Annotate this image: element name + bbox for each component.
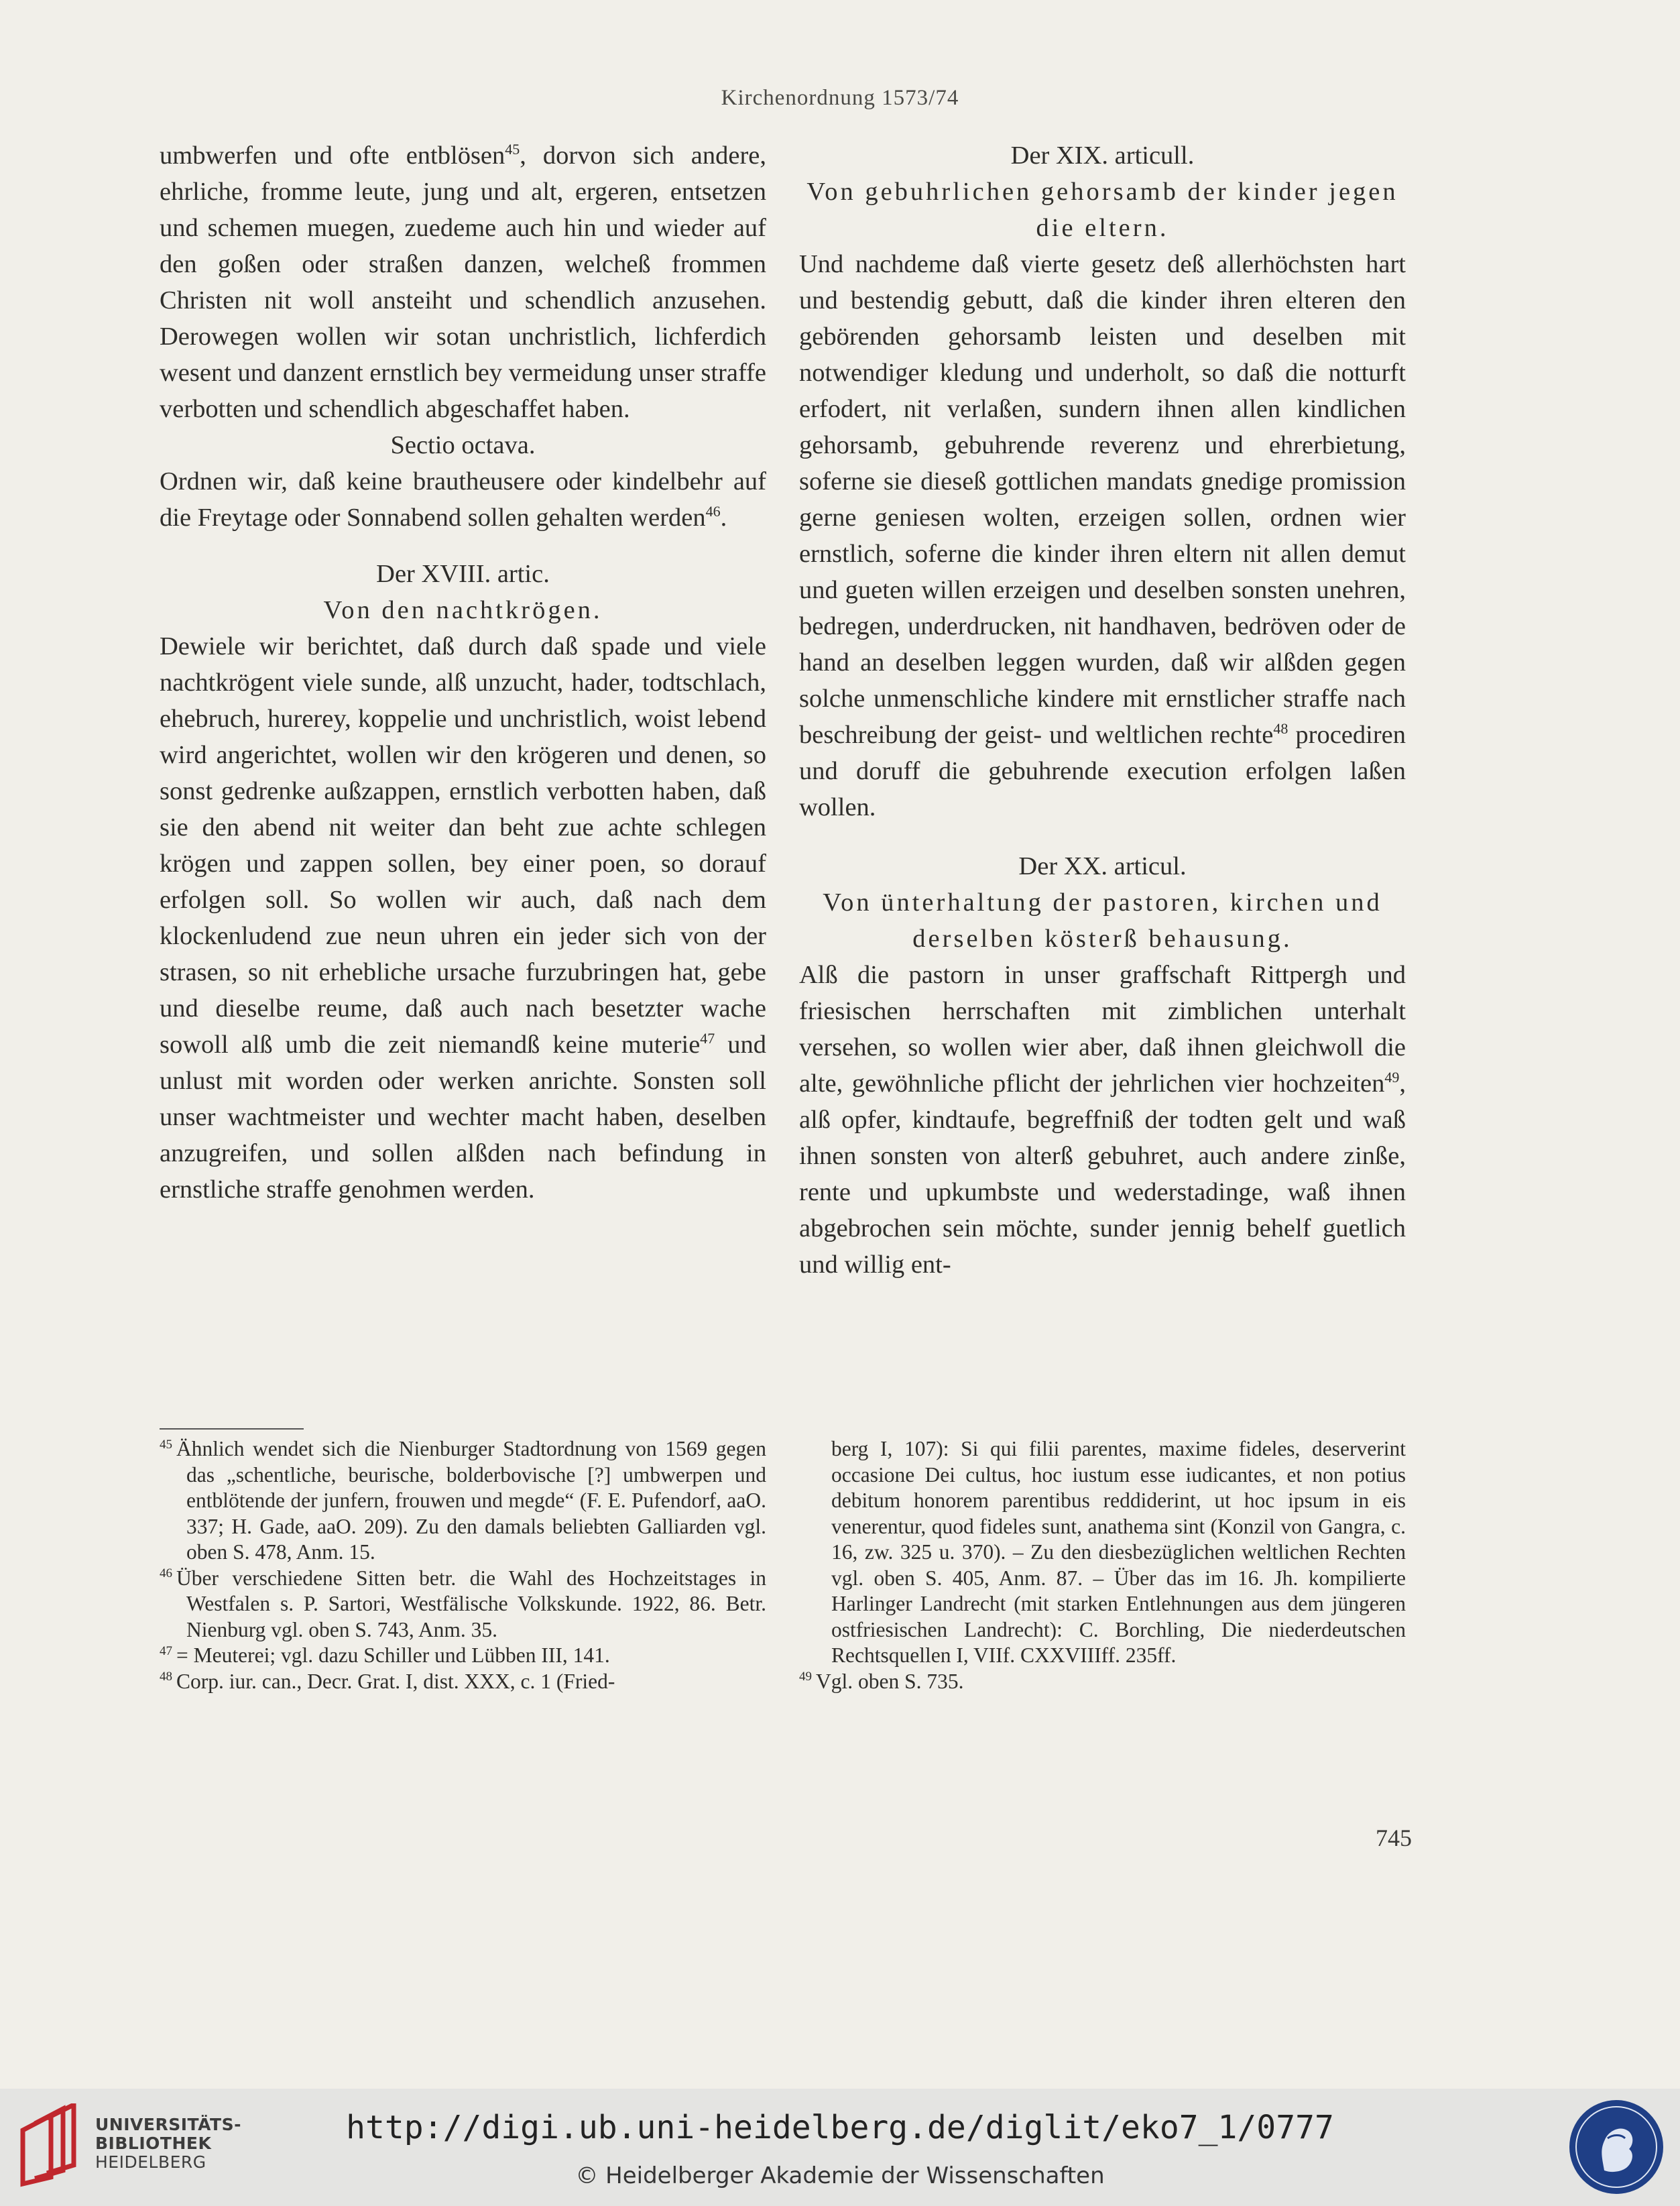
footnote-ref[interactable]: 48	[1273, 720, 1288, 738]
footnote-ref[interactable]: 47	[700, 1030, 715, 1047]
footnote-number: 48	[160, 1670, 172, 1684]
article-heading: Der XIX. articull.	[1010, 141, 1195, 170]
text-run: Ordnen wir, daß keine brautheusere oder kindelbehr auf die Freytage oder Sonnabend sollen gehalten werden	[160, 467, 766, 532]
library-name-line: BIBLIOTHEK	[95, 2134, 212, 2153]
footnote-text: Vgl. oben S. 735.	[816, 1669, 964, 1693]
footnote-ref[interactable]: 49	[1384, 1069, 1400, 1086]
footnote	[799, 1669, 1406, 1695]
article-subheading: Von ünterhaltung der pastoren, kirchen und derselben kösterß behausung.	[823, 888, 1382, 953]
right-column	[799, 137, 1406, 1283]
library-name-line: UNIVERSITÄTS-	[95, 2115, 241, 2134]
text-run: , alß opfer, kindtaufe, begreffniß der todten gelt und waß ihnen sonsten von alterß gebuhret, auch andere zinße, rente und upkumbste und wederstadinge, waß ihnen abgebrochen sein möchte, sunder jennig behelf guetlich und willig ent-	[799, 1069, 1406, 1279]
academy-seal-icon	[1567, 2098, 1665, 2196]
paragraph	[160, 137, 766, 427]
library-name-line: HEIDELBERG	[95, 2152, 206, 2172]
article-subheading: Von den nachtkrögen.	[323, 596, 603, 624]
footnotes-right	[799, 1436, 1406, 1694]
page-number: 745	[1376, 1824, 1412, 1851]
footnotes-left	[160, 1436, 766, 1694]
article-heading: Der XX. articul.	[1018, 852, 1187, 880]
article-heading: Der XVIII. artic.	[376, 560, 550, 588]
text-run: Und nachdeme daß vierte gesetz deß allerhöchsten hart und bestendig gebutt, daß die kinder ihren elteren den gebörenden gehorsamb leisten und deselben mit notwendiger kledung und underholt, so daß die notturft erfodert, nit verlaßen, sundern ihnen allen kindlichen gehorsamb, gebuhrende reverenz und ehrerbietung, soferne sie dieseß gottlichen mandats gnedige promission gerne geniesen wolten, erzeigen sollen, ordnen wier ernstlich, soferne die kinder ihren eltern nit allen demut und gueten willen erzeigen und deselben sonsten unehren, bedregen, underdrucken, nit handhaven, bedröven oder de hand an deselben leggen wurden, daß wir alßden gegen solche unmenschliche kindere mit ernstlicher straffe nach beschreibung der geist- und weltlichen rechte	[799, 250, 1406, 749]
paragraph	[160, 628, 766, 1208]
paragraph	[799, 246, 1406, 825]
footnote-number: 47	[160, 1643, 172, 1658]
left-column	[160, 137, 766, 1208]
paragraph	[799, 957, 1406, 1283]
footnote	[160, 1669, 766, 1695]
footnote-ref[interactable]: 45	[505, 141, 520, 158]
footnote-text: Über verschiedene Sitten betr. die Wahl des Hochzeitstages in Westfalen s. P. Sartori, Westfälische Volkskunde. 1922, 86. Betr. Nienburg vgl. oben S. 743, Anm. 35.	[176, 1566, 766, 1641]
footnote-text: Ähnlich wendet sich die Nienburger Stadtordnung von 1569 gegen das „schentliche, beurische, bolderbovische [?] umbwerpen und entblötende der junfern, frouwen und megde“ (F. E. Pufendorf, aaO. 337; H. Gade, aaO. 209). Zu den damals beliebten Galliarden vgl. oben S. 478, Anm. 15.	[176, 1437, 766, 1564]
digitization-banner	[0, 2089, 1680, 2206]
permalink-url[interactable]: http://digi.ub.uni-heidelberg.de/diglit/eko7_1/0777	[346, 2109, 1334, 2146]
section-heading: Sectio octava.	[390, 431, 536, 459]
running-head: Kirchenordnung 1573/74	[721, 86, 959, 110]
text-run: und unlust mit worden oder werken anrichte. Sonsten soll unser wachtmeister und wechter macht haben, deselben anzugreifen, und sollen alßden nach befindung in ernstliche straffe genohmen werden.	[160, 1031, 767, 1204]
paragraph	[160, 463, 766, 536]
text-run: procediren und doruff die gebuhrende execution erfolgen laßen wollen.	[799, 721, 1406, 821]
text-run: umbwerfen und ofte entblösen	[160, 141, 505, 170]
footnote-number: 45	[160, 1437, 172, 1452]
text-run: , dorvon sich andere, ehrliche, fromme leute, jung und alt, ergeren, entsetzen und schemen muegen, zuedeme auch hin und wieder auf den goßen oder straßen danzen, welcheß frommen Christen nit woll ansteiht und schendlich anzusehen. Derowegen wollen wir sotan unchristlich, lichferdich wesent und danzent ernstlich bey vermeidung unser straffe verbotten und schendlich abgeschaffet haben.	[160, 141, 766, 423]
footnote	[160, 1643, 766, 1669]
footnote-continuation: berg I, 107): Si qui filii parentes, maxime fideles, deserverint occasione Dei cultus, hoc iustum esse iudicantes, et non potius debitum honorem parentibus reddiderint, ut hoc ipsum in eis venerentur, quod fideles sunt, anathema sint (Konzil von Gangra, c. 16, zw. 325 u. 370). – Zu den diesbezüglichen weltlichen Rechten vgl. oben S. 405, Anm. 87. – Über das im 16. Jh. kompilierte Harlinger Landrecht (mit starken Entlehnungen aus dem jüngeren ostfriesischen Landrecht): C. Borchling, Die niederdeutschen Rechtsquellen I, VIIf. CXXVIIIff. 235ff.	[831, 1437, 1406, 1667]
text-run: Alß die pastorn in unser graffschaft Rittpergh und friesischen herrschaften mit zimblichen unterhalt versehen, so wollen wier aber, daß ihnen gleichwoll die alte, gewöhnliche pflicht der jehrlichen vier hochzeiten	[799, 961, 1406, 1098]
article-subheading: Von gebuhrlichen gehorsamb der kinder jegen die eltern.	[806, 178, 1398, 242]
footnote-divider	[160, 1428, 304, 1430]
footnote	[160, 1566, 766, 1643]
footnote	[160, 1436, 766, 1566]
footnote-number: 46	[160, 1566, 172, 1580]
copyright-notice: © Heidelberger Akademie der Wissenschaften	[575, 2162, 1105, 2189]
footnote-text: Corp. iur. can., Decr. Grat. I, dist. XXX, c. 1 (Fried-	[176, 1669, 615, 1693]
footnote-ref[interactable]: 46	[705, 503, 721, 520]
text-run: .	[720, 504, 727, 532]
footnote-number: 49	[799, 1670, 812, 1684]
text-run: Dewiele wir berichtet, daß durch daß spade und viele nachtkrögent viele sunde, alß unzucht, hader, todtschlach, ehebruch, hurerey, koppelie und unchristlich, woist lebend wird angerichtet, wollen wir den krögeren und denen, so sonst gedrenke außzappen, ernstlich verbotten haben, daß sie den abend nit weiter dan beht zue achte schlegen krögen und zappen sollen, bey einer poen, so dorauf erfolgen soll. So wollen wir auch, daß nach dem klockenludend zue neun uhren ein jeder sich von der strasen, so nit erhebliche ursache furzubringen hat, gebe und dieselbe reume, daß auch nach besetzter wache sowoll alß umb die zeit niemandß keine muterie	[160, 632, 766, 1059]
footnote-text: = Meuterei; vgl. dazu Schiller und Lübben III, 141.	[176, 1643, 610, 1667]
